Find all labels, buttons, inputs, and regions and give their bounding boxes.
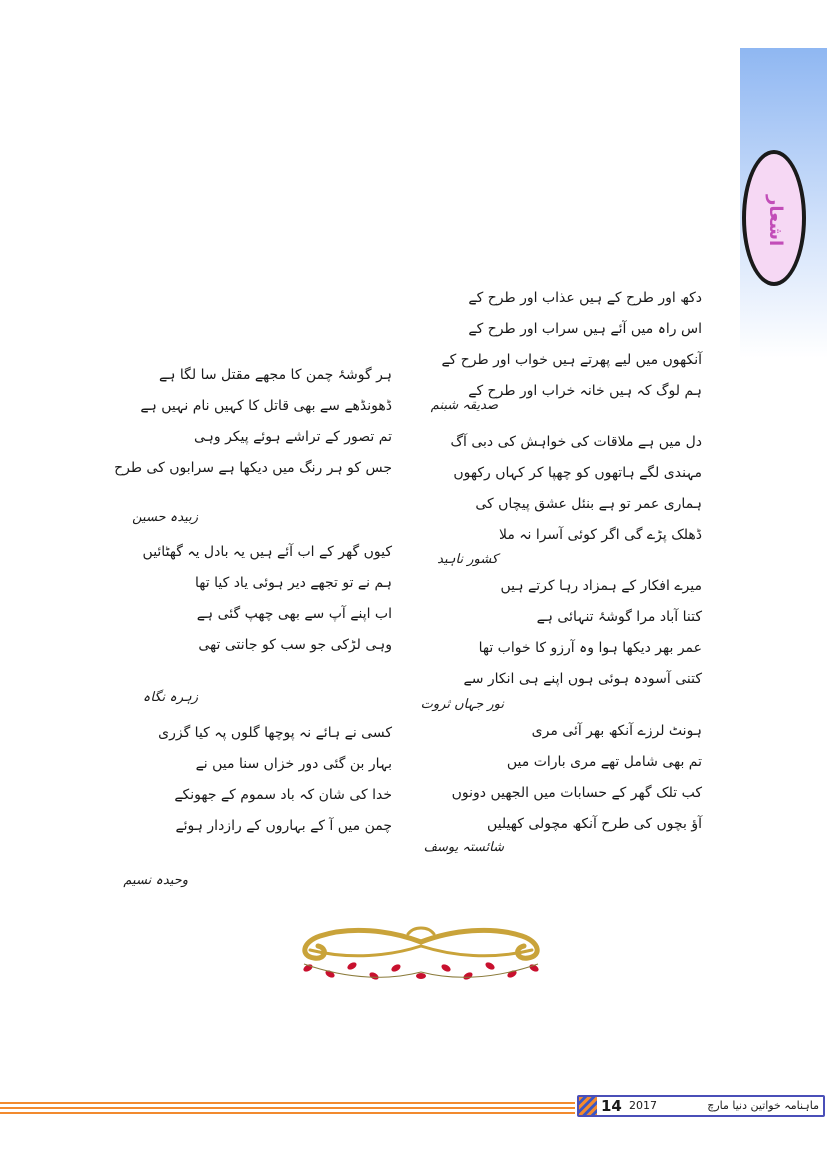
poet-name: کشور ناہید: [437, 552, 498, 567]
poem-line: مہندی لگے ہاتھوں کو چھپا کر کہاں رکھوں: [453, 465, 702, 481]
poem-line: اب اپنے آپ سے بھی چھپ گئی ہے: [196, 606, 392, 622]
footer-year: 2017: [629, 1099, 657, 1112]
footer-stripe-icon: [579, 1097, 597, 1115]
poem-5: [114, 360, 392, 484]
poem-line: تم بھی شامل تھے مری بارات میں: [506, 754, 702, 770]
poem-line: آنکھوں میں لیے پھرتے ہیں خواب اور طرح کے: [441, 352, 702, 368]
poem-line: ڈھلک پڑے گی اگر کوئی آسرا نہ ملا: [498, 527, 702, 543]
ornament-divider: [290, 920, 552, 986]
poem-line: ہر گوشۂ چمن کا مجھے مقتل سا لگا ہے: [159, 367, 392, 383]
footer-rule: [0, 1107, 575, 1109]
poem-line: عمر بھر دیکھا ہوا وہ آرزو کا خواب تھا: [478, 640, 702, 656]
poet-name: نور جہاں ثروت: [420, 697, 504, 712]
poem-line: کب تلک گھر کے حسابات میں الجھیں دونوں: [451, 785, 702, 801]
poem-line: دکھ اور طرح کے ہیں عذاب اور طرح کے: [468, 290, 702, 306]
poem-line: وہی لڑکی جو سب کو جانتی تھی: [198, 637, 392, 653]
poem-line: جس کو ہر رنگ میں دیکھا ہے سرابوں کی طرح: [114, 460, 392, 476]
poem-line: تم تصور کے تراشے ہوئے پیکر وہی: [193, 429, 392, 445]
poet-name: وحیدہ نسیم: [123, 873, 188, 888]
poem-line: ہماری عمر تو ہے بنئل عشق پیچاں کی: [475, 496, 702, 512]
footer-magazine: ماہنامہ خواتین دنیا مارچ: [707, 1099, 819, 1112]
poet-name: شائستہ یوسف: [423, 840, 504, 855]
poem-6: [142, 537, 392, 661]
poem-line: ہونٹ لرزے آنکھ بھر آئی مری: [531, 723, 702, 739]
poem-line: کسی نے ہائے نہ پوچھا گلوں پہ کیا گزری: [158, 725, 392, 741]
poem-line: ڈھونڈھے سے بھی قاتل کا کہیں نام نہیں ہے: [140, 398, 392, 414]
side-tab-label: اشعار: [765, 195, 786, 247]
poem-4: [451, 716, 702, 840]
footer-page-box: [577, 1095, 825, 1117]
poem-line: دل میں ہے ملاقات کی خواہش کی دبی آگ: [450, 434, 702, 450]
poet-name: صدیقہ شبنم: [430, 398, 498, 413]
poem-line: آؤ بچوں کی طرح آنکھ مچولی کھیلیں: [487, 816, 702, 832]
poem-line: اس راہ میں آئے ہیں سراب اور طرح کے: [468, 321, 702, 337]
poem-3: [463, 571, 702, 695]
poem-line: خدا کی شان کہ باد سموم کے جھونکے: [174, 787, 392, 803]
footer-rule: [0, 1102, 575, 1104]
poem-line: ہم نے تو تجھے دیر ہوئی یاد کیا تھا: [195, 575, 392, 591]
poem-7: [160, 718, 392, 842]
footer-rule: [0, 1112, 575, 1114]
poem-2: [450, 427, 702, 551]
poem-line: کیوں گھر کے اب آئے ہیں یہ بادل یہ گھٹائیں: [142, 544, 392, 560]
poem-line: بہار بن گئی دور خزاں سنا میں نے: [195, 756, 392, 772]
poem-line: ہم لوگ کہ ہیں خانہ خراب اور طرح کے: [468, 383, 702, 399]
poem-line: کتنی آسودہ ہوئی ہوں اپنے ہی انکار سے: [463, 671, 702, 687]
page-number: 14: [601, 1097, 622, 1115]
poem-line: میرے افکار کے ہمزاد رہا کرتے ہیں: [500, 578, 702, 594]
poem-line: چمن میں آ کے بہاروں کے رازدار ہوئے: [175, 818, 392, 834]
poet-name: زبیدہ حسین: [132, 510, 198, 525]
poet-name: زہرہ نگاہ: [142, 690, 198, 705]
poem-line: کتنا آباد مرا گوشۂ تنہائی ہے: [536, 609, 702, 625]
